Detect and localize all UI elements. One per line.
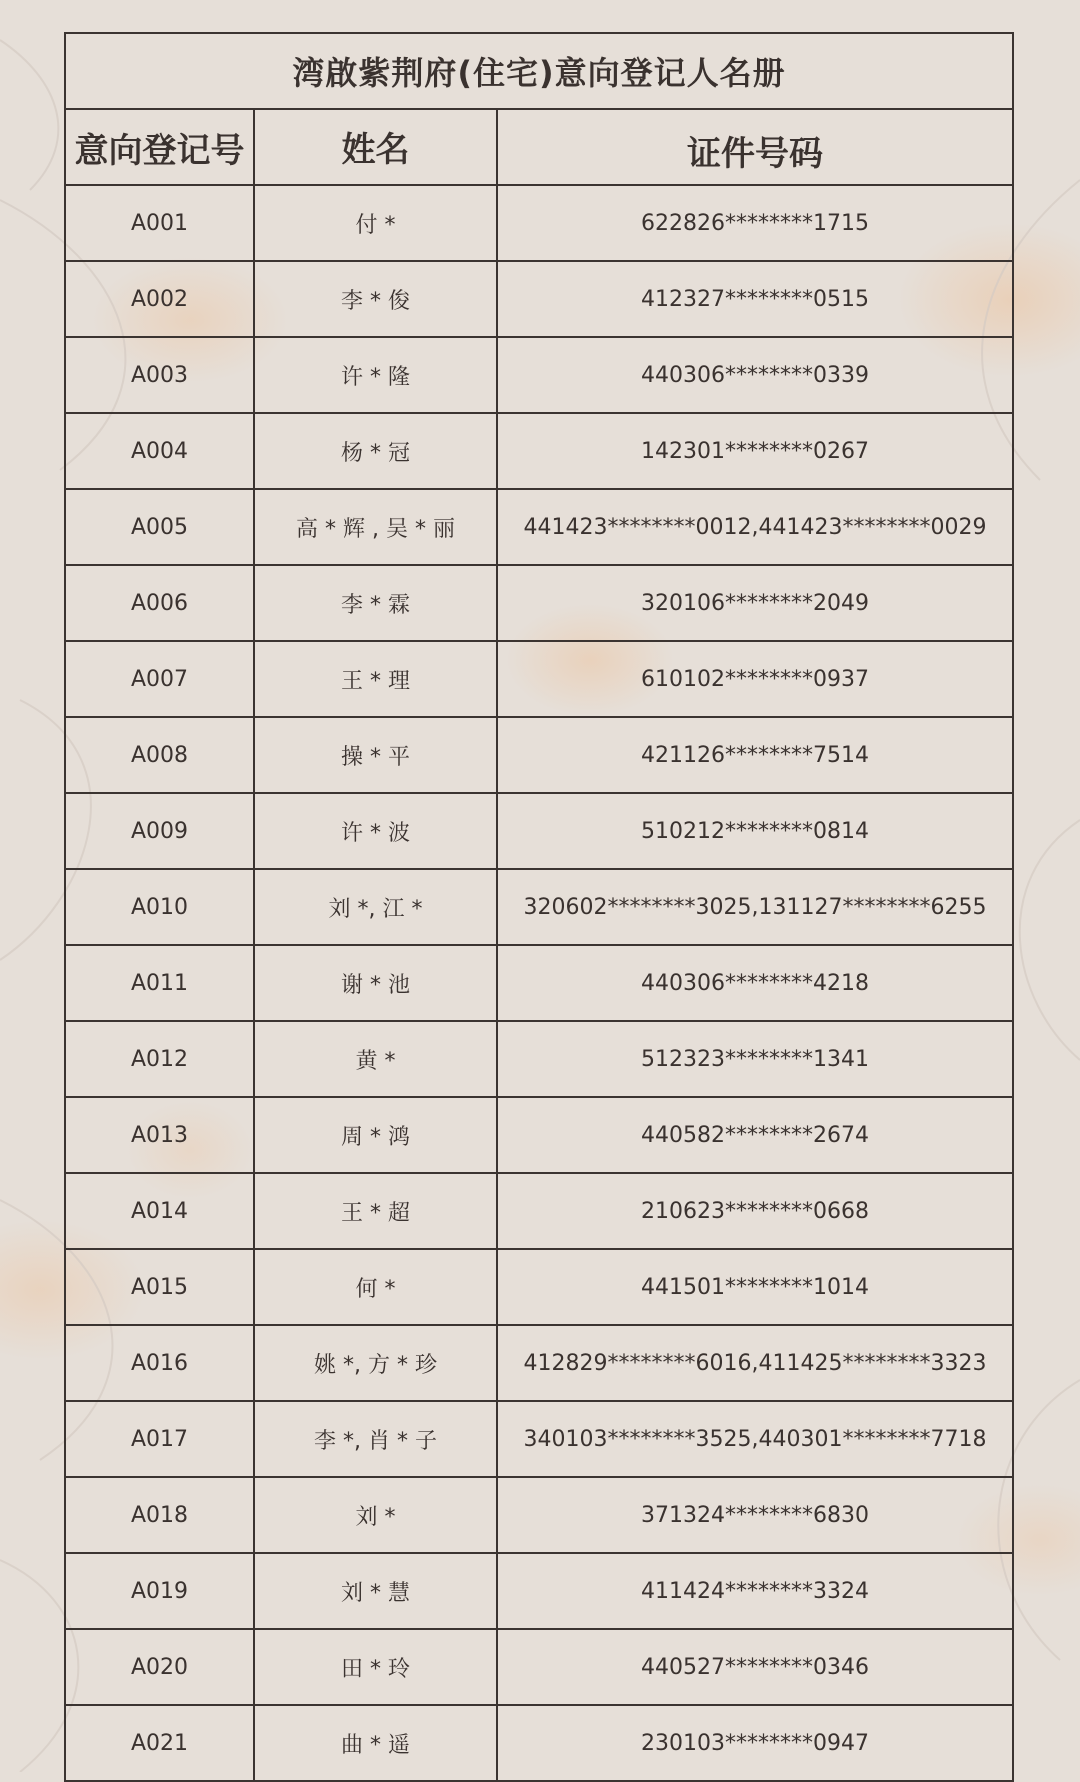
name-cell: 许 * 隆 [255, 338, 498, 412]
reg-no-cell: A011 [66, 946, 255, 1020]
name-cell: 刘 * [255, 1478, 498, 1552]
registration-table [64, 32, 1014, 1782]
header-name: 姓名 [255, 110, 498, 184]
reg-no-cell: A008 [66, 718, 255, 792]
reg-no-cell: A001 [66, 186, 255, 260]
reg-no-cell: A020 [66, 1630, 255, 1704]
table-row [66, 870, 1012, 946]
reg-no-cell: A015 [66, 1250, 255, 1324]
table-row [66, 186, 1012, 262]
table-row [66, 1706, 1012, 1782]
header-row [66, 110, 1012, 186]
table-row [66, 414, 1012, 490]
table-row [66, 1022, 1012, 1098]
reg-no-cell: A006 [66, 566, 255, 640]
table-row [66, 1554, 1012, 1630]
table-row [66, 1402, 1012, 1478]
id-no-cell: 441423********0012,441423********0029 [523, 514, 987, 540]
table-row [66, 490, 1012, 566]
table-row [66, 1630, 1012, 1706]
table-row [66, 262, 1012, 338]
name-cell: 王 * 理 [255, 642, 498, 716]
reg-no-cell: A002 [66, 262, 255, 336]
reg-no-cell: A017 [66, 1402, 255, 1476]
id-no-cell: 230103********0947 [641, 1730, 869, 1756]
name-cell: 何 * [255, 1250, 498, 1324]
id-no-cell: 320106********2049 [641, 590, 869, 616]
table-title: 湾啟紫荆府(住宅)意向登记人名册 [66, 34, 1012, 110]
reg-no-cell: A016 [66, 1326, 255, 1400]
reg-no-cell: A005 [66, 490, 255, 564]
table-row [66, 1326, 1012, 1402]
table-row [66, 1250, 1012, 1326]
name-cell: 谢 * 池 [255, 946, 498, 1020]
id-no-cell: 421126********7514 [641, 742, 869, 768]
header-reg-no: 意向登记号 [66, 110, 255, 184]
id-no-cell: 610102********0937 [641, 666, 869, 692]
id-no-cell: 320602********3025,131127********6255 [523, 894, 987, 920]
reg-no-cell: A013 [66, 1098, 255, 1172]
reg-no-cell: A009 [66, 794, 255, 868]
id-no-cell: 440582********2674 [641, 1122, 869, 1148]
reg-no-cell: A014 [66, 1174, 255, 1248]
id-no-cell: 340103********3525,440301********7718 [523, 1426, 987, 1452]
name-cell: 周 * 鸿 [255, 1098, 498, 1172]
table-row [66, 946, 1012, 1022]
table-row [66, 718, 1012, 794]
name-cell: 黄 * [255, 1022, 498, 1096]
name-cell: 杨 * 冠 [255, 414, 498, 488]
id-no-cell: 510212********0814 [641, 818, 869, 844]
name-cell: 李 * 霖 [255, 566, 498, 640]
reg-no-cell: A004 [66, 414, 255, 488]
name-cell: 姚 *, 方 * 珍 [255, 1326, 498, 1400]
id-no-cell: 440527********0346 [641, 1654, 869, 1680]
id-no-cell: 512323********1341 [641, 1046, 869, 1072]
id-no-cell: 412829********6016,411425********3323 [523, 1350, 987, 1376]
header-id-no: 证件号码 [687, 133, 823, 174]
id-no-cell: 412327********0515 [641, 286, 869, 312]
table-row [66, 566, 1012, 642]
reg-no-cell: A019 [66, 1554, 255, 1628]
id-no-cell: 411424********3324 [641, 1578, 869, 1604]
table-row [66, 1478, 1012, 1554]
name-cell: 付 * [255, 186, 498, 260]
id-no-cell: 441501********1014 [641, 1274, 869, 1300]
name-cell: 曲 * 遥 [255, 1706, 498, 1780]
table-body [66, 186, 1012, 1782]
table-row [66, 1174, 1012, 1250]
reg-no-cell: A018 [66, 1478, 255, 1552]
name-cell: 刘 *, 江 * [255, 870, 498, 944]
id-no-cell: 440306********4218 [641, 970, 869, 996]
table-row [66, 1098, 1012, 1174]
name-cell: 刘 * 慧 [255, 1554, 498, 1628]
reg-no-cell: A010 [66, 870, 255, 944]
name-cell: 高 * 辉 , 吴 * 丽 [255, 490, 498, 564]
name-cell: 王 * 超 [255, 1174, 498, 1248]
id-no-cell: 210623********0668 [641, 1198, 869, 1224]
reg-no-cell: A021 [66, 1706, 255, 1780]
reg-no-cell: A012 [66, 1022, 255, 1096]
name-cell: 李 *, 肖 * 子 [255, 1402, 498, 1476]
reg-no-cell: A003 [66, 338, 255, 412]
table-row [66, 642, 1012, 718]
name-cell: 操 * 平 [255, 718, 498, 792]
reg-no-cell: A007 [66, 642, 255, 716]
name-cell: 李 * 俊 [255, 262, 498, 336]
id-no-cell: 142301********0267 [641, 438, 869, 464]
id-no-cell: 440306********0339 [641, 362, 869, 388]
name-cell: 田 * 玲 [255, 1630, 498, 1704]
name-cell: 许 * 波 [255, 794, 498, 868]
table-row [66, 794, 1012, 870]
table-row [66, 338, 1012, 414]
id-no-cell: 622826********1715 [641, 210, 869, 236]
id-no-cell: 371324********6830 [641, 1502, 869, 1528]
